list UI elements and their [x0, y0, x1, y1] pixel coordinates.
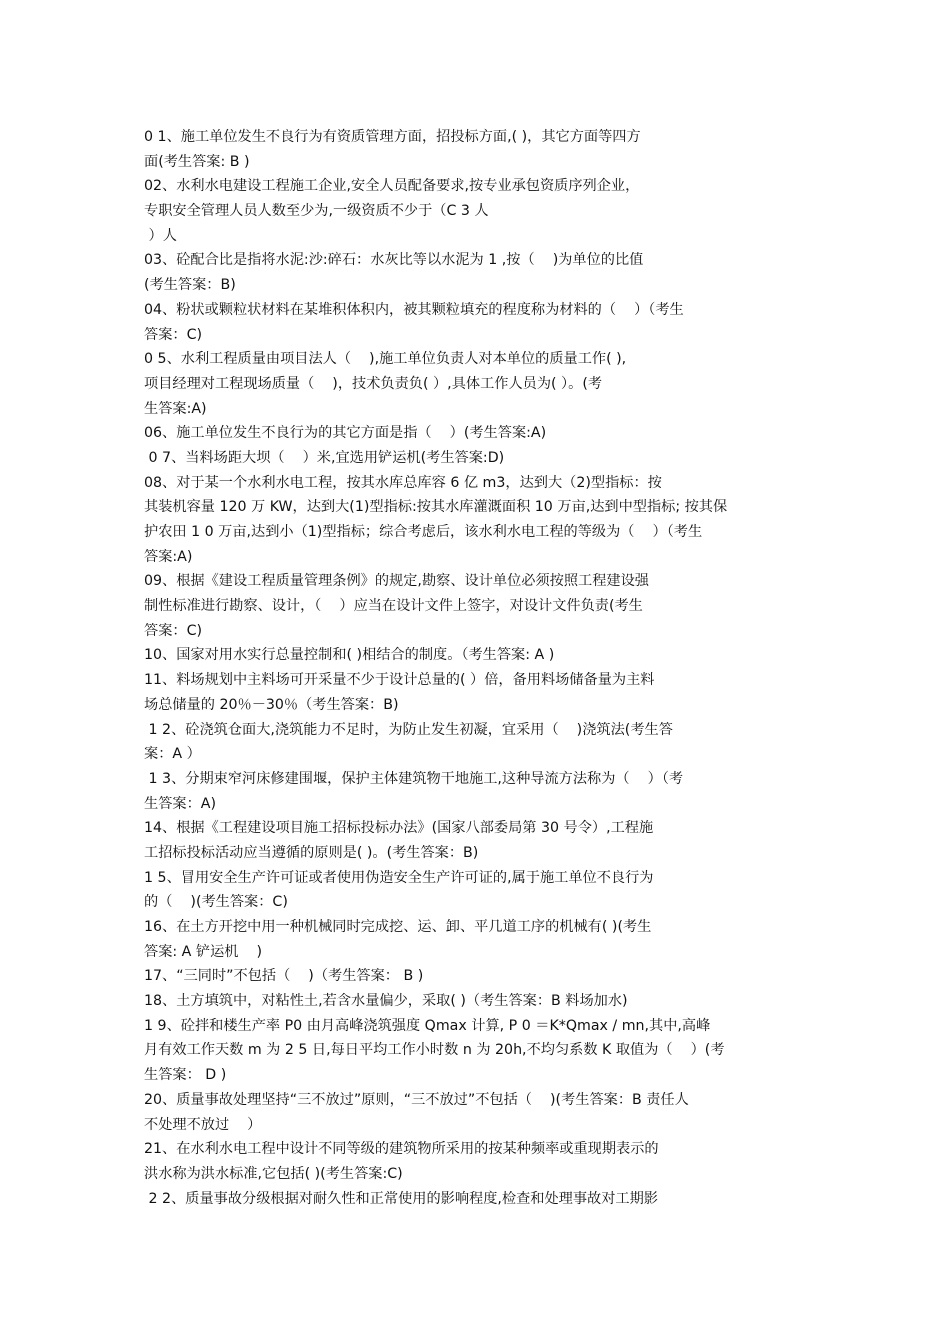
text-line: 答案: A 铲运机 ): [144, 943, 263, 960]
text-line: 项目经理对工程现场质量（ )，技术负责负( ）,具体工作人员为( ）。(考: [144, 375, 603, 392]
text-line: 1 9、砼拌和楼生产率 P0 由月高峰浇筑强度 Qmax 计算, P 0 ＝K*Qmax / mn,其中,高峰: [144, 1017, 711, 1034]
text-line: 06、施工单位发生不良行为的其它方面是指（ ）(考生答案:A): [144, 425, 547, 442]
text-line: 洪水称为洪水标准,它包括( )(考生答案:C): [144, 1165, 403, 1182]
text-line: 专职安全管理人员人数至少为,一级资质不少于（C 3 人: [144, 203, 489, 220]
text-line: 1 2、砼浇筑仓面大,浇筑能力不足时，为防止发生初凝，宜采用（ )浇筑法(考生答: [144, 721, 673, 738]
text-line: 0 1、施工单位发生不良行为有资质管理方面，招投标方面,( )，其它方面等四方: [144, 129, 641, 145]
text-line: 08、对于某一个水利水电工程，按其水库总库容 6 亿 m3，达到大（2)型指标：按: [144, 474, 662, 491]
text-line: 16、在土方开挖中用一种机械同时完成挖、运、卸、平几道工序的机械有( )(考生: [144, 919, 652, 935]
text-line: 11、料场规划中主料场可开采量不少于设计总量的( ）倍，备用料场储备量为主料: [144, 672, 655, 689]
text-line: 14、根据《工程建设项目施工招标投标办法》(国家八部委局第 30 号令）,工程施: [144, 820, 654, 837]
text-line: 工招标投标活动应当遵循的原则是( )。(考生答案：B): [144, 844, 479, 861]
text-line: 21、在水利水电工程中设计不同等级的建筑物所采用的按某种频率或重现期表示的: [144, 1141, 659, 1158]
text-line: 制性标准进行勘察、设计，（ ）应当在设计文件上签字，对设计文件负责(考生: [144, 598, 643, 615]
text-line: 0 5、水利工程质量由项目法人（ ),施工单位负责人对本单位的质量工作( ),: [144, 351, 627, 368]
text-line: 不处理不放过 ）: [144, 1116, 262, 1133]
text-line: 04、粉状或颗粒状材料在某堆积体积内，被其颗粒填充的程度称为材料的（ ）（考生: [144, 301, 684, 318]
text-line: 17、“三同时”不包括（ )（考生答案： B ): [144, 968, 424, 985]
text-line: ）人: [144, 227, 177, 244]
text-line: 护农田 1 0 万亩,达到小（1)型指标；综合考虑后，该水利水电工程的等级为（ ）（考生: [144, 524, 703, 540]
text-line: 18、土方填筑中，对粘性土,若含水量偏少，采取( )（考生答案：B 料场加水): [144, 993, 628, 1010]
text-line: 2 2、质量事故分级根据对耐久性和正常使用的影响程度,检查和处理事故对工期影: [144, 1190, 658, 1207]
text-line: 答案：C): [144, 622, 203, 639]
text-line: 月有效工作天数 m 为 2 5 日,每日平均工作小时数 n 为 20h,不均匀系数 K 取值为（ ）(考: [144, 1042, 725, 1059]
text-line: 案：A ）: [144, 746, 201, 763]
text-line: 1 3、分期束窄河床修建围堰，保护主体建筑物干地施工,这种导流方法称为（ ）（考: [144, 770, 684, 787]
text-line: 03、砼配合比是指将水泥:沙:碎石：水灰比等以水泥为 1 ,按（ )为单位的比值: [144, 252, 644, 269]
text-line: 1 5、冒用安全生产许可证或者使用伪造安全生产许可证的,属于施工单位不良行为: [144, 869, 654, 886]
text-line: (考生答案：B): [144, 277, 236, 294]
text-line: 其装机容量 120 万 KW，达到大(1)型指标:按其水库灌溉面积 10 万亩,达到中型指标; 按其保: [144, 499, 728, 516]
document-body: [144, 125, 814, 1211]
text-line: 10、国家对用水实行总量控制和( )相结合的制度。（考生答案: A ): [144, 647, 555, 664]
text-line: 生答案： D ): [144, 1067, 227, 1084]
text-line: 答案:A): [144, 548, 193, 565]
text-line: 20、质量事故处理坚持“三不放过”原则，“三不放过”不包括（ )(考生答案：B 责任人: [144, 1091, 689, 1108]
text-line: 生答案:A): [144, 400, 207, 417]
text-line: 生答案：A): [144, 795, 216, 812]
text-line: 场总储量的 20％－30％（考生答案：B): [144, 696, 399, 713]
text-line: 答案：C): [144, 326, 203, 343]
text-line: 0 7、当料场距大坝（ ）米,宜选用铲运机(考生答案:D): [144, 449, 505, 466]
text-line: 02、水利水电建设工程施工企业,安全人员配备要求,按专业承包资质序列企业，: [144, 178, 640, 195]
text-line: 的（ )(考生答案：C): [144, 894, 288, 911]
text-line: 面(考生答案: B ): [144, 153, 250, 170]
text-line: 09、根据《建设工程质量管理条例》的规定,勘察、设计单位必须按照工程建设强: [144, 573, 649, 590]
